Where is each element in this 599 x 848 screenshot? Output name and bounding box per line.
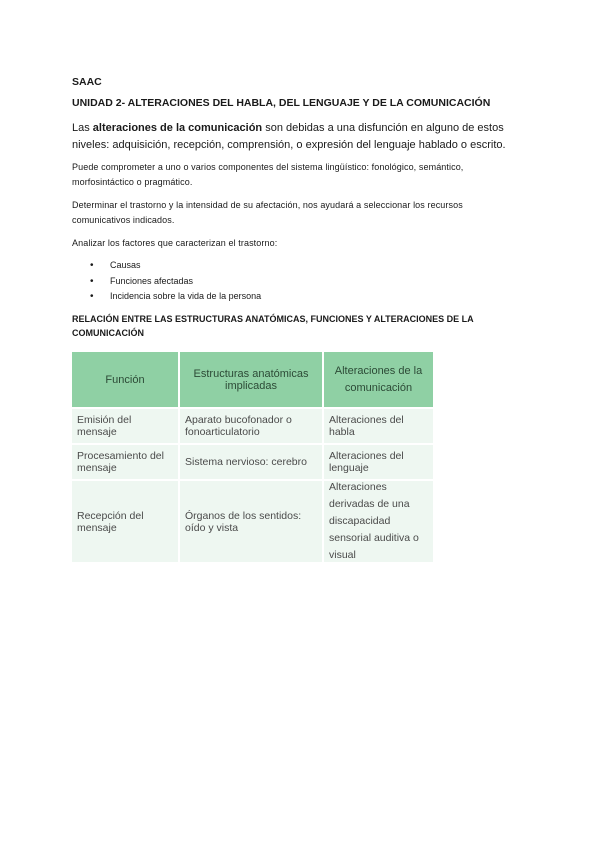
document-title: SAAC (72, 76, 102, 88)
table-row (72, 445, 433, 479)
list-item: • Causas (90, 258, 261, 274)
relations-table (72, 352, 433, 562)
table-cell: Alteraciones derivadas de una discapacidad sensorial auditiva o visual (329, 481, 419, 561)
intro-lead-bold: alteraciones de la comunicación (92, 122, 263, 134)
header-alteraciones: Alteraciones de la comunicación (334, 364, 423, 394)
intro-lead-pre: Las (72, 122, 93, 134)
intro-lead-post: son debidas a una disfunción en alguno de estos niveles: adquisición, recepción, comprensión, o expresión del lenguaje hablado o escrito. (72, 122, 506, 151)
paragraph-analyze: Analizar los factores que caracterizan el trastorno: (72, 238, 278, 248)
table-row (72, 409, 433, 443)
table-cell: Procesamiento del mensaje (72, 445, 180, 479)
paragraph-determine: Determinar el trastorno y la intensidad de su afectación, nos ayudará a seleccionar los recursos comunicativos indicados. (72, 200, 463, 225)
unit-title: UNIDAD 2- ALTERACIONES DEL HABLA, DEL LENGUAJE Y DE LA COMUNICACIÓN (72, 97, 491, 109)
table-cell: Órganos de los sentidos: oído y vista (180, 481, 324, 562)
table-row (72, 481, 433, 562)
table-cell: Alteraciones del lenguaje (329, 450, 404, 474)
header-estructuras: Estructuras anatómicas implicadas (180, 352, 324, 407)
factor-list (90, 258, 261, 305)
section-title: RELACIÓN ENTRE LAS ESTRUCTURAS ANATÓMICAS, FUNCIONES Y ALTERACIONES DE LA COMUNICACIÓN (72, 314, 474, 338)
list-item: • Incidencia sobre la vida de la persona (90, 289, 261, 305)
table-header-row (72, 352, 433, 407)
table-cell: Alteraciones del habla (329, 414, 404, 438)
header-funcion: Función (72, 352, 180, 407)
paragraph-components: Puede comprometer a uno o varios componentes del sistema lingüístico: fonológico, semántico, morfosintáctico o pragmático. (72, 162, 464, 187)
list-item: • Funciones afectadas (90, 274, 261, 290)
table-cell: Sistema nervioso: cerebro (180, 445, 324, 479)
table-cell: Aparato bucofonador o fonoarticulatorio (180, 409, 324, 443)
intro-paragraph (72, 120, 522, 154)
table-cell: Emisión del mensaje (72, 409, 180, 443)
table-cell: Recepción del mensaje (72, 481, 180, 562)
